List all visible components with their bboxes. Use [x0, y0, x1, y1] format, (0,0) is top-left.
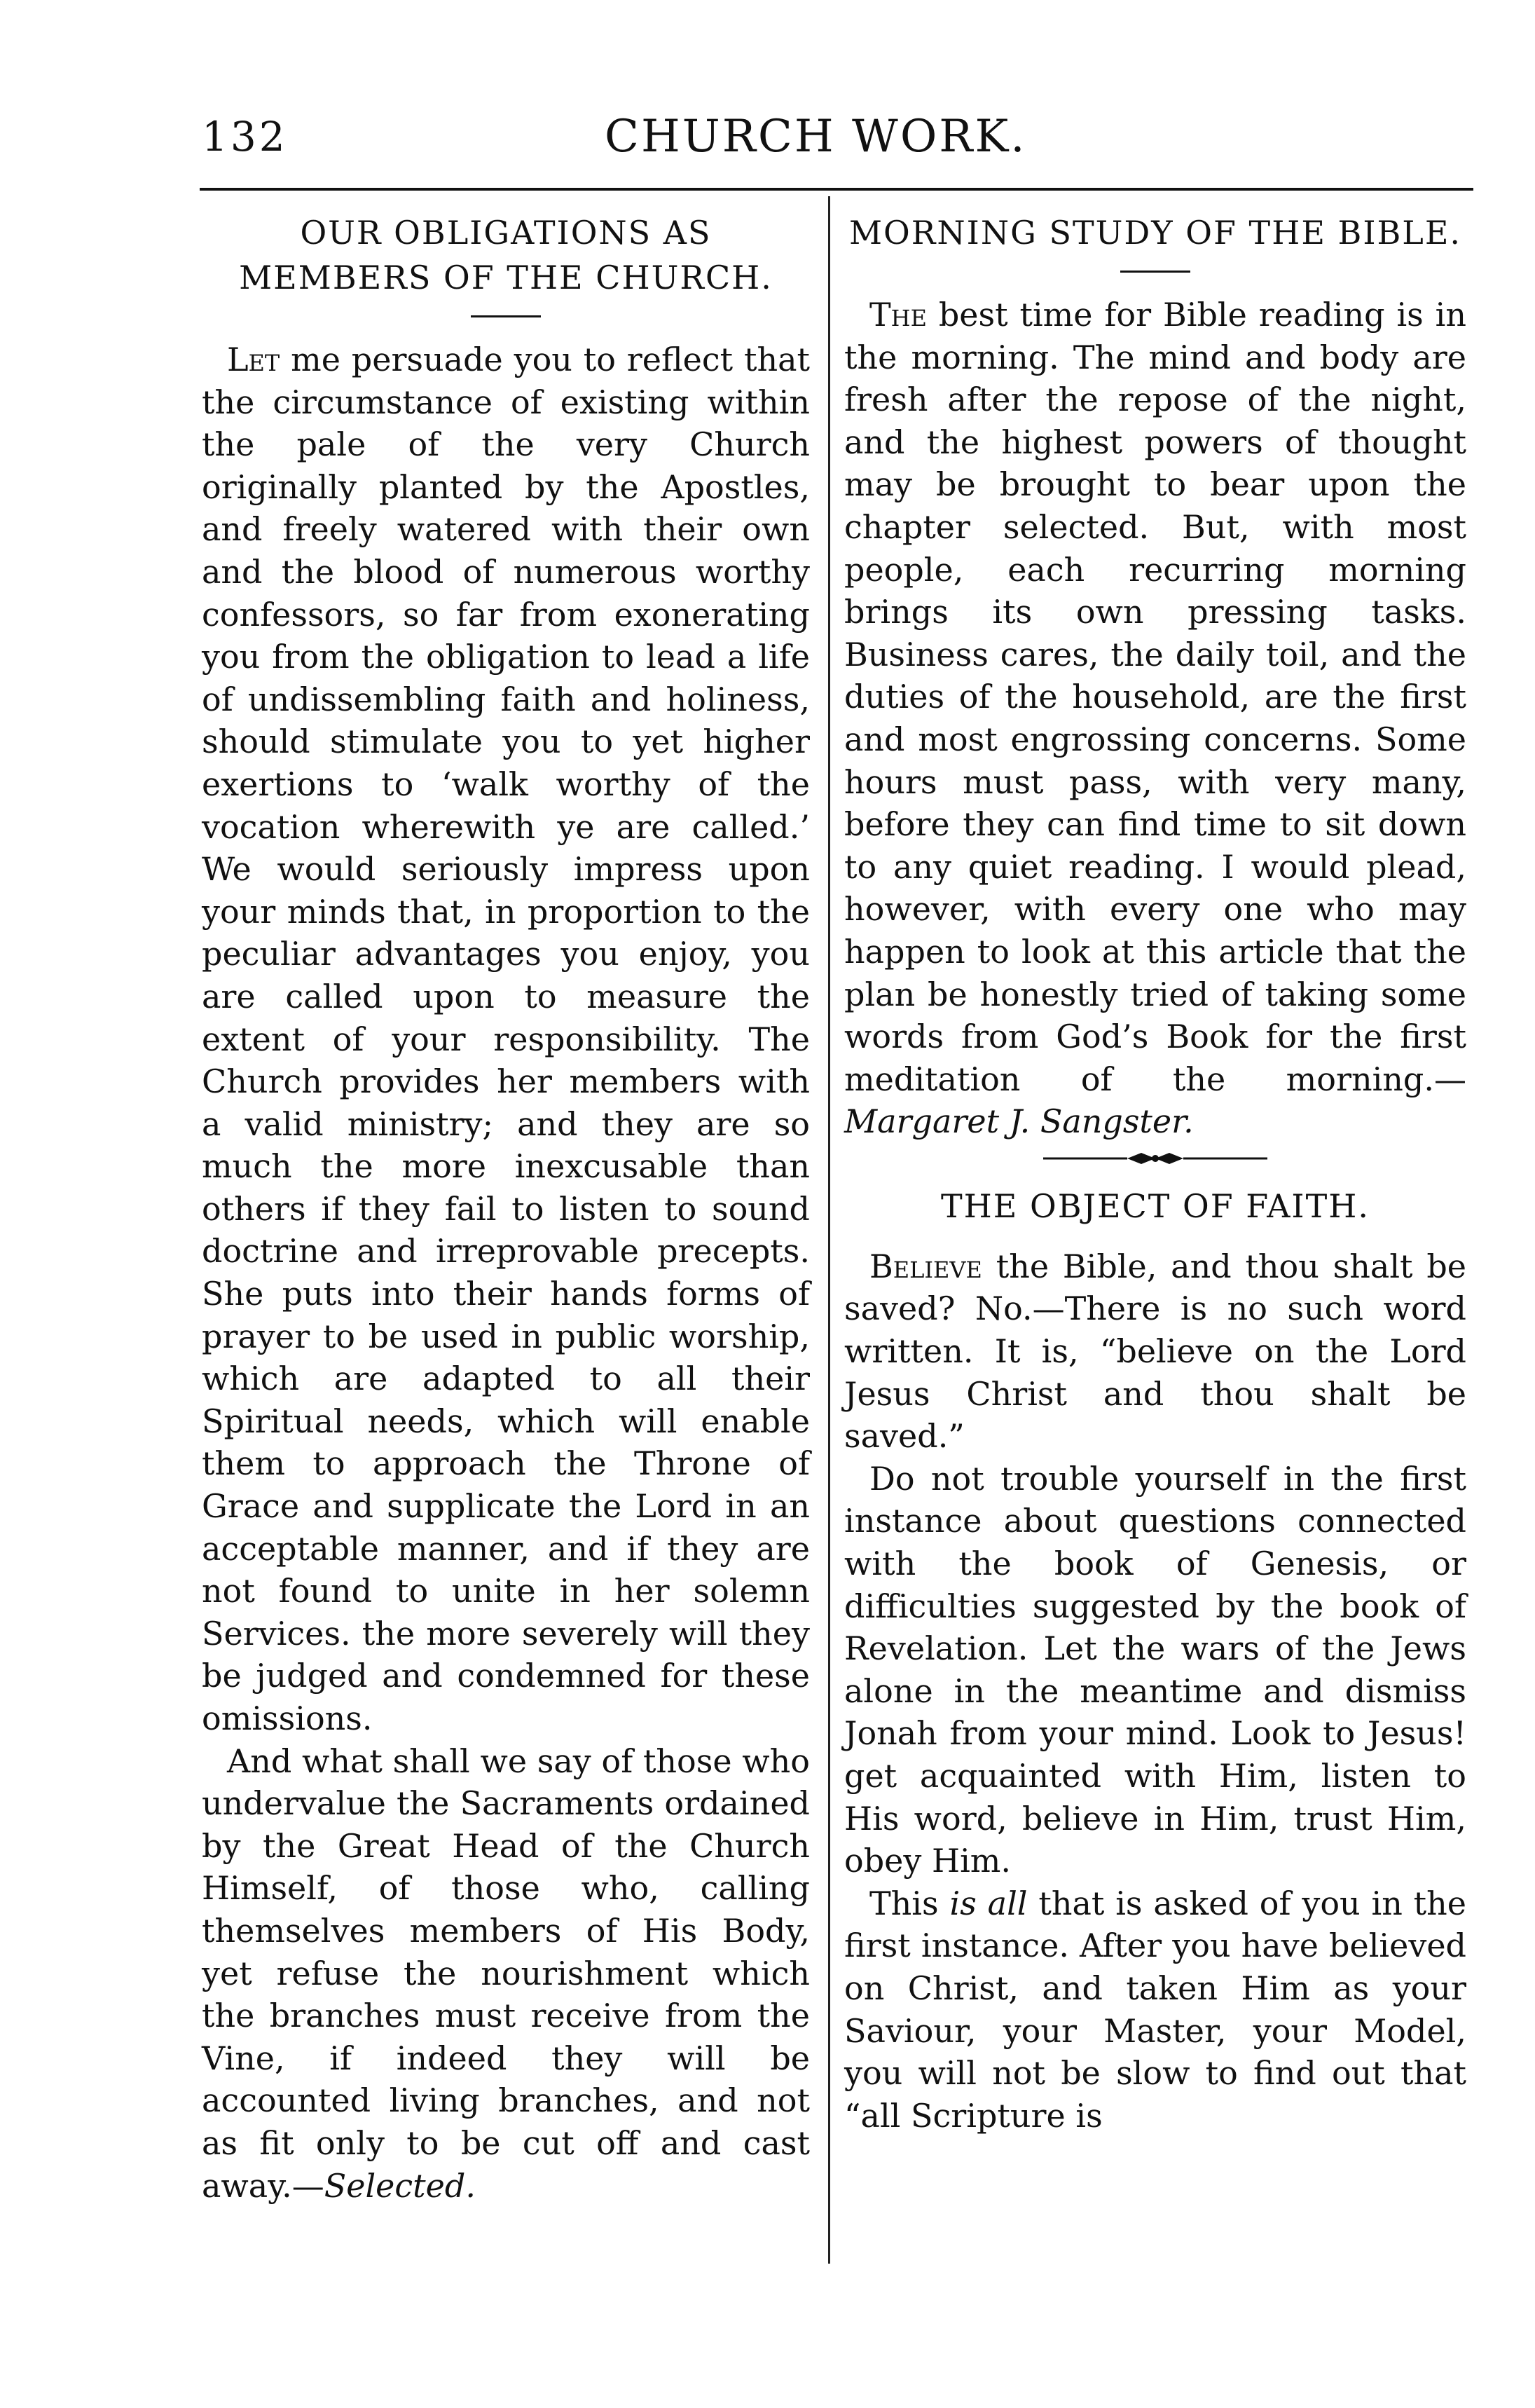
paragraph: [844, 1245, 1466, 1458]
attribution: Selected.: [324, 2166, 476, 2205]
lead-word: Believe: [869, 1247, 982, 1285]
paragraph-text: Do not trouble yourself in the first instance about questions connected with the book of Genesis, or difficulties suggested by the book of Revelation. Let the wars of the Jews alone in the meantime and dismiss Jonah from your mind. Look to Jesus! get acquainted with Him, listen to His word, believe in Him, trust Him, obey Him.: [844, 1459, 1466, 1880]
right-column: [844, 210, 1466, 2137]
paragraph-text: me persuade you to reflect that the circumstance of existing within the pale of the very Church originally planted by the Apostles, and freely watered with their own and the blood of numerous worthy confessors, so far from exonerating you from the obligation to lead a life of undissembling faith and holiness, should stimulate you to yet higher exertions to ‘walk worthy of the vocation wherewith ye are called.’ We would seriously impress upon your minds that, in proportion to the peculiar advantages you enjoy, you are called upon to measure the extent of your responsibility. The Church provides her members with a valid ministry; and they are so much the more inexcusable than others if they fail to listen to sound doctrine and irreprovable precepts. She puts into their hands forms of prayer to be used in public worship, which are adapted to all their Spiritual needs, which will enable them to approach the Throne of Grace and supplicate the Lord in an acceptable manner, and if they are not found to unite in her solemn Services. the more severely will they be judged and condemned for these omissions.: [202, 341, 810, 1737]
page-header: [202, 109, 1473, 186]
paragraph-text: This: [869, 1884, 939, 1922]
running-head: CHURCH WORK.: [605, 111, 1027, 163]
lead-word: The: [869, 296, 927, 334]
ornament-icon: [1043, 1150, 1267, 1167]
paragraph-text: And what shall we say of those who undervalue the Sacraments ordained by the Great Head of the Church Himself, of those who, calling themselves members of His Body, yet refuse the nourishment which the branches must receive from the Vine, if indeed they will be accounted living branches, and not as fit only to be cut off and cast away.—: [202, 1742, 810, 2205]
paragraph-text: best time for Bible reading is in the morning. The mind and body are fresh after the repose of the night, and the highest powers of thought may be brought to bear upon the chapter selected. But, with most people, each recurring morning brings its own pressing tasks. Business cares, the daily toil, and the duties of the household, are the first and most engrossing concerns. Some hours must pass, with very many, before they can find time to sit down to any quiet reading. I would plead, however, with every one who may happen to look at this article that the plan be honestly tried of taking some words from God’s Book for the first meditation of the morning.—: [844, 296, 1466, 1098]
paragraph: [202, 338, 810, 1740]
emphasis: is all: [949, 1884, 1028, 1922]
article-title-obligations: OUR OBLIGATIONS AS MEMBERS OF THE CHURCH.: [239, 214, 773, 296]
paragraph-text: the Bible, and thou shalt be saved? No.—There is no such word written. It is, “believe on the Lord Jesus Christ and thou shalt be saved.”: [844, 1247, 1467, 1456]
article-title-object-of-faith: THE OBJECT OF FAITH.: [940, 1186, 1370, 1225]
attribution: Margaret J. Sangster.: [844, 1102, 1194, 1141]
paragraph-text: that is asked of you in the first instance. After you have believed on Christ, and taken Him as your Saviour, your Master, your Model, you will not be slow to find out that “all Scripture is: [844, 1884, 1466, 2135]
paragraph: [202, 1740, 810, 2208]
ornamental-rule: [844, 1150, 1466, 1167]
page-number: 132: [202, 113, 288, 160]
column-divider: [828, 196, 830, 2264]
paragraph: [844, 294, 1466, 1143]
paragraph: [844, 1458, 1466, 1882]
paragraph: [844, 1882, 1466, 2137]
title-rule: [471, 315, 541, 317]
title-rule: [1120, 271, 1190, 273]
article-title-morning-study: MORNING STUDY OF THE BIBLE.: [848, 214, 1462, 252]
header-rule: [200, 188, 1473, 191]
left-column: [202, 210, 810, 2207]
lead-word: Let: [227, 341, 280, 378]
